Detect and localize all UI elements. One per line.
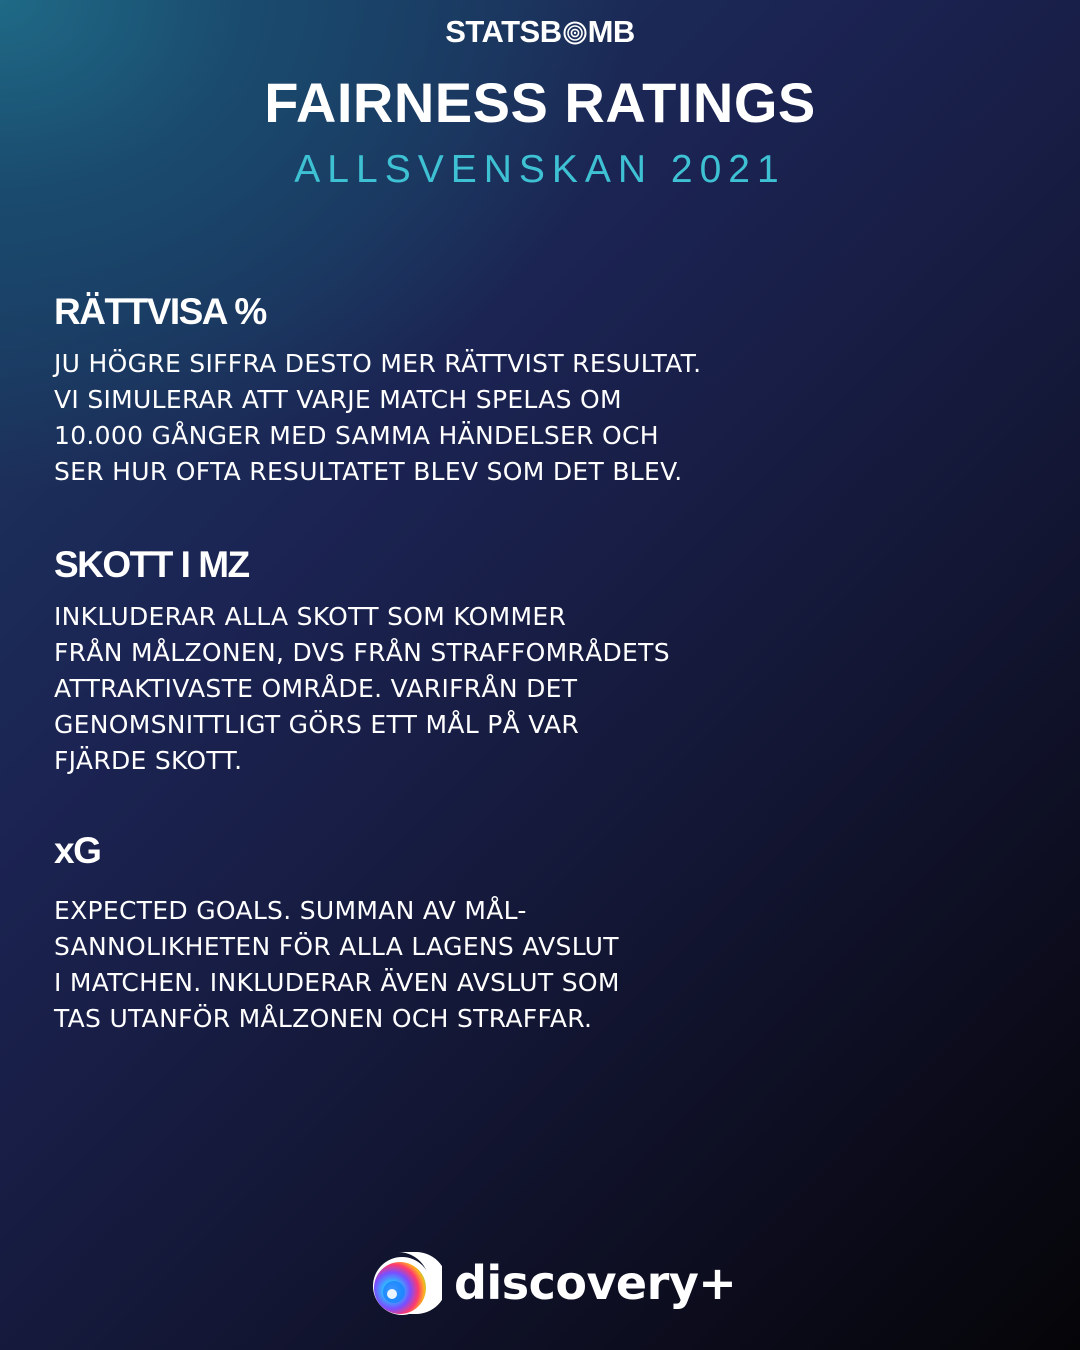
page-title: FAIRNESS RATINGS	[264, 71, 816, 134]
discovery-plus-icon	[368, 1250, 442, 1316]
statsbomb-logo	[0, 14, 1080, 50]
definition-body: INKLUDERAR ALLA SKOTT SOM KOMMER FRÅN MÅLZONEN, DVS FRÅN STRAFFOMRÅDETS ATTRAKTIVASTE OMRÅDE. VARIFRÅN DET GENOMSNITTLIGT GÖRS ETT MÅL PÅ VAR FJÄRDE SKOTT.	[54, 602, 670, 775]
definition-skott-i-mz	[54, 543, 874, 779]
target-icon	[563, 21, 587, 45]
statsbomb-logo-text-end: MB	[587, 14, 635, 49]
definition-rattvisa	[54, 290, 874, 490]
definition-body: JU HÖGRE SIFFRA DESTO MER RÄTTVIST RESULTAT. VI SIMULERAR ATT VARJE MATCH SPELAS OM 10.000 GÅNGER MED SAMMA HÄNDELSER OCH SER HUR OFTA RESULTATET BLEV SOM DET BLEV.	[54, 349, 702, 486]
definition-heading: SKOTT I MZ	[54, 544, 249, 585]
definition-body: EXPECTED GOALS. SUMMAN AV MÅL- SANNOLIKHETEN FÖR ALLA LAGENS AVSLUT I MATCHEN. INKLUDERAR ÄVEN AVSLUT SOM TAS UTANFÖR MÅLZONEN OCH STRAFFAR.	[54, 896, 620, 1033]
statsbomb-logo-text-start: STATSB	[445, 14, 562, 49]
definition-xg	[54, 829, 874, 1037]
page-subtitle: ALLSVENSKAN 2021	[294, 148, 786, 191]
definition-heading: RÄTTVISA %	[54, 291, 266, 332]
discovery-plus-wordmark: discovery+	[454, 1256, 737, 1310]
definition-heading: xG	[54, 830, 101, 871]
discovery-plus-logo	[368, 1250, 736, 1316]
